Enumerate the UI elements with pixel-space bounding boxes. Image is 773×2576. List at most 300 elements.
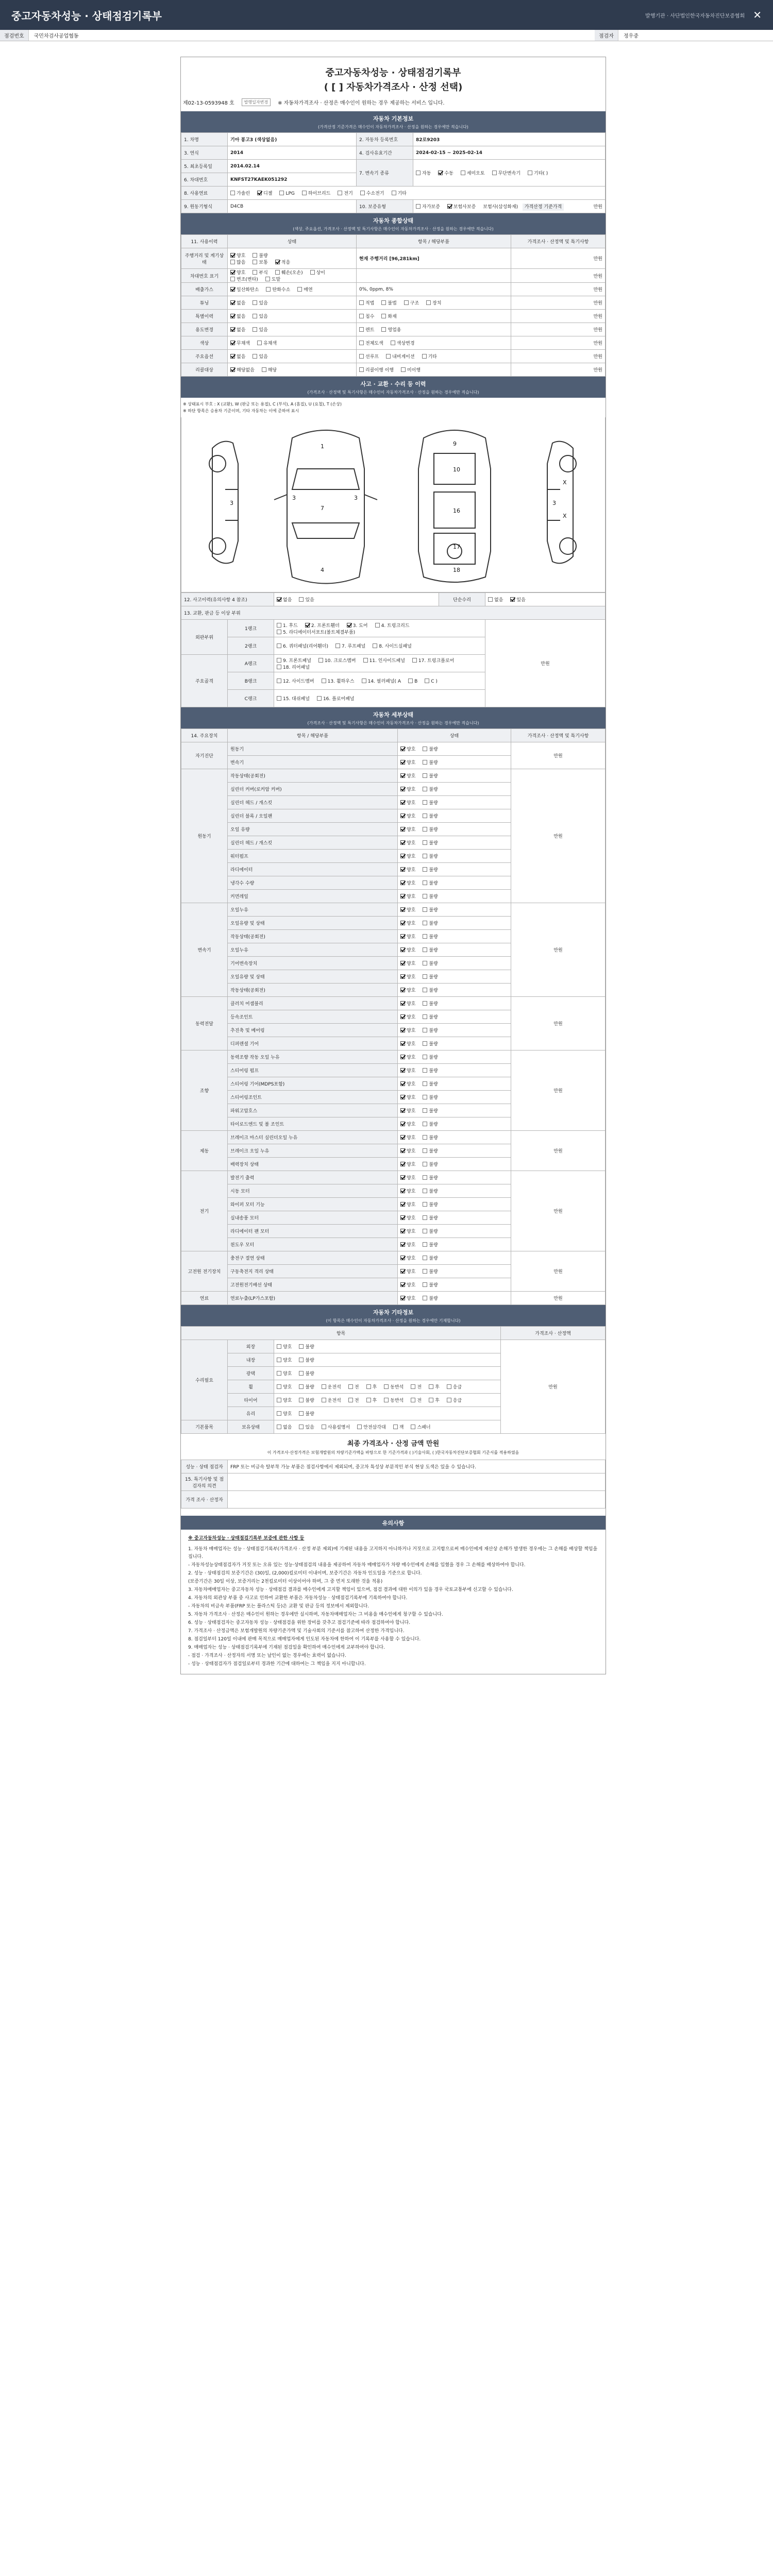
device-status-option[interactable]: 양호 — [400, 1149, 415, 1154]
item-option[interactable]: 영업용 — [381, 328, 401, 333]
device-group: 동력전달 — [181, 997, 228, 1050]
device-status-option[interactable]: 불량 — [423, 1189, 438, 1194]
doc-tag[interactable]: 발행일자변경 — [242, 98, 271, 106]
item-option[interactable]: 렌트 — [359, 328, 374, 333]
field-label: 2. 자동차 등록번호 — [357, 133, 413, 146]
status-option[interactable]: 있음 — [253, 328, 267, 333]
part-group: 주요골격 — [181, 655, 228, 707]
device-status-option[interactable]: 양호 — [400, 1109, 415, 1114]
checkbox-icon — [423, 867, 427, 872]
checkbox-icon — [257, 191, 262, 195]
status-option[interactable]: 매연 — [297, 287, 312, 293]
engine-value: D4CB — [228, 200, 357, 213]
device-status-option[interactable]: 양호 — [400, 1189, 415, 1194]
checkbox-icon — [277, 1358, 281, 1362]
device-status-option[interactable]: 양호 — [400, 975, 415, 980]
device-status-option[interactable]: 불량 — [423, 908, 438, 913]
device-item: 구동축전지 격리 상태 — [228, 1265, 398, 1278]
checkbox-icon — [277, 630, 281, 634]
device-status-option[interactable]: 불량 — [423, 1095, 438, 1100]
rank-items — [274, 690, 485, 707]
device-status-option[interactable]: 불량 — [423, 1256, 438, 1261]
device-status-option[interactable]: 양호 — [400, 760, 415, 766]
device-status-option[interactable]: 양호 — [400, 1042, 415, 1047]
item-option[interactable]: 리콜이행 이행 — [359, 368, 394, 373]
part-option[interactable]: 3. 도어 — [347, 623, 368, 629]
status-options — [228, 350, 357, 363]
device-status-option[interactable]: 양호 — [400, 1162, 415, 1167]
other-option[interactable]: 운전석 — [322, 1398, 341, 1403]
fuel-options — [228, 187, 606, 200]
device-status-option[interactable]: 불량 — [423, 1283, 438, 1288]
other-option[interactable]: 있음 — [299, 1425, 314, 1430]
other-option[interactable]: 동반석 — [384, 1398, 404, 1403]
fuel-option[interactable]: 기타 — [392, 191, 407, 196]
other-option[interactable]: 전 — [411, 1398, 422, 1403]
other-option[interactable]: 전 — [411, 1385, 422, 1390]
other-item: 유리 — [228, 1407, 274, 1420]
device-status-option[interactable]: 불량 — [423, 1082, 438, 1087]
device-status-option[interactable]: 불량 — [423, 747, 438, 752]
device-status — [398, 917, 511, 930]
item-option[interactable]: 기타 — [422, 354, 437, 360]
fuel-option[interactable]: 가솔린 — [230, 191, 250, 196]
notes-heading: ※ 중고자동차성능 · 상태점검기록부 보증에 관한 사항 등 — [188, 1536, 305, 1541]
section-title: 사고 · 교환 · 수리 등 이력 — [360, 381, 426, 387]
warranty-option[interactable]: 보험사보증 — [447, 205, 476, 210]
other-options — [274, 1353, 501, 1367]
device-status — [398, 1251, 511, 1265]
checkbox-icon — [253, 300, 257, 305]
other-option[interactable]: 후 — [429, 1398, 440, 1403]
checkbox-icon — [277, 679, 281, 683]
checkbox-icon — [423, 921, 427, 925]
part-option[interactable]: 12. 사이드멤버 — [277, 679, 314, 684]
item-option[interactable]: 불법 — [381, 301, 396, 306]
other-option[interactable]: 안전삼각대 — [357, 1425, 385, 1430]
part-label: 17 — [453, 544, 460, 550]
device-status-option[interactable]: 불량 — [423, 961, 438, 967]
device-status-option[interactable]: 불량 — [423, 1149, 438, 1154]
other-option[interactable]: 후 — [366, 1385, 377, 1390]
device-status-option[interactable]: 양호 — [400, 1229, 415, 1234]
item-option[interactable]: 적법 — [359, 301, 374, 306]
status-option[interactable]: 양호 — [230, 253, 245, 259]
part-option[interactable]: 11. 인사이드패널 — [363, 658, 405, 664]
device-status-option[interactable]: 불량 — [423, 988, 438, 993]
final-price-note: 이 가격조사·산정가격은 보험개발원의 차량기준가액을 바탕으로 한 기준가격과 ( )기술사회, ( )한국자동차진단보증협회 기준서를 적용하였음 — [267, 1450, 519, 1455]
other-option[interactable]: 운전석 — [322, 1385, 341, 1390]
info-bar — [0, 30, 773, 41]
other-option[interactable]: 후 — [366, 1398, 377, 1403]
device-status-option[interactable]: 양호 — [400, 908, 415, 913]
accident-option[interactable]: 있음 — [299, 598, 314, 603]
device-status-option[interactable]: 양호 — [400, 1136, 415, 1141]
device-status-option[interactable]: 불량 — [423, 854, 438, 859]
other-option[interactable]: 전 — [348, 1385, 359, 1390]
device-status-option[interactable]: 양호 — [400, 1256, 415, 1261]
checkbox-icon — [423, 814, 427, 818]
part-option[interactable]: B — [408, 679, 417, 684]
gear-option[interactable]: 수동 — [438, 171, 453, 176]
part-option[interactable]: 10. 크로스멤버 — [318, 658, 356, 664]
other-option[interactable]: 불량 — [299, 1345, 314, 1350]
gear-option[interactable]: 무단변속기 — [492, 171, 520, 176]
device-status-option[interactable]: 양호 — [400, 1002, 415, 1007]
gear-option[interactable]: 기타( ) — [528, 171, 548, 176]
gear-option[interactable]: 세미오토 — [461, 171, 485, 176]
other-item: 광택 — [228, 1367, 274, 1380]
item-option[interactable]: 전체도색 — [359, 341, 383, 346]
part-option[interactable]: 9. 프론트패널 — [277, 658, 311, 664]
device-item: 기어변속장치 — [228, 957, 398, 970]
item-option[interactable]: 선루프 — [359, 354, 379, 360]
fuel-option[interactable]: 하이브리드 — [302, 191, 330, 196]
device-status-option[interactable]: 불량 — [423, 1055, 438, 1060]
section-subtitle: (가격산정 기준가격은 매수인이 자동차가격조사 · 산정을 원하는 경우에만 적습니다) — [318, 125, 468, 129]
device-status-option[interactable]: 불량 — [423, 841, 438, 846]
item-option[interactable]: 구조 — [404, 301, 419, 306]
price-cell: 만원 — [511, 363, 606, 377]
device-status-option[interactable]: 불량 — [423, 1296, 438, 1301]
device-status-option[interactable]: 양호 — [400, 881, 415, 886]
device-status-option[interactable]: 불량 — [423, 921, 438, 926]
status-option[interactable]: 해당없음 — [230, 368, 255, 373]
other-option[interactable]: 불량 — [299, 1358, 314, 1363]
checkbox-icon — [381, 327, 386, 332]
note-line: - 점검 · 가격조사 · 산정자의 서명 또는 날인이 없는 경우에는 효력이 없습니다. — [188, 1653, 346, 1658]
status-option[interactable]: 있음 — [253, 354, 267, 360]
device-status-option[interactable]: 양호 — [400, 1176, 415, 1181]
part-option[interactable]: 15. 대쉬패널 — [277, 697, 310, 702]
status-row-label: 주행거리 및 계기상태 — [181, 248, 228, 269]
gear-option[interactable]: 자동 — [416, 171, 431, 176]
device-item: 충전구 절연 상태 — [228, 1251, 398, 1265]
gear-label: 7. 변속기 종류 — [357, 160, 413, 187]
device-status-option[interactable]: 불량 — [423, 1243, 438, 1248]
device-status — [398, 809, 511, 823]
checkbox-icon — [392, 191, 396, 195]
device-status-option[interactable]: 불량 — [423, 827, 438, 833]
device-status-option[interactable]: 양호 — [400, 1283, 415, 1288]
status-option[interactable]: 적음 — [275, 260, 290, 265]
item-option[interactable]: 색상변경 — [391, 341, 415, 346]
checkbox-icon — [447, 1398, 451, 1402]
checkbox-icon — [400, 1242, 405, 1247]
other-option[interactable]: 동반석 — [384, 1385, 404, 1390]
device-status-option[interactable]: 불량 — [423, 1229, 438, 1234]
device-status-option[interactable]: 양호 — [400, 935, 415, 940]
price-unit: 만원 — [593, 205, 602, 210]
checkbox-icon — [400, 1041, 405, 1046]
device-status-option[interactable]: 불량 — [423, 1028, 438, 1033]
checkbox-icon — [400, 961, 405, 965]
checkbox-icon — [347, 623, 351, 628]
checkbox-icon — [423, 907, 427, 912]
other-option[interactable]: 불량 — [299, 1371, 314, 1377]
device-status-option[interactable]: 양호 — [400, 827, 415, 833]
status-option[interactable]: 불량 — [253, 253, 267, 259]
other-option[interactable]: 후 — [429, 1385, 440, 1390]
part-option[interactable]: 18. 리어패널 — [277, 665, 310, 670]
device-status-option[interactable]: 불량 — [423, 1002, 438, 1007]
device-status-option[interactable]: 양호 — [400, 1015, 415, 1020]
simple-repair-option[interactable]: 있음 — [510, 598, 525, 603]
device-status-option[interactable]: 불량 — [423, 801, 438, 806]
device-status-option[interactable]: 불량 — [423, 1109, 438, 1114]
checkbox-icon — [416, 204, 421, 209]
fuel-option[interactable]: 수소전기 — [360, 191, 384, 196]
field-label: 4. 검사유효기간 — [357, 146, 413, 160]
price-cell: 만원 — [511, 1050, 606, 1131]
device-status-option[interactable]: 양호 — [400, 814, 415, 819]
other-option[interactable]: 응급 — [447, 1398, 462, 1403]
part-label: 18 — [453, 567, 460, 573]
other-option[interactable]: 양호 — [277, 1345, 292, 1350]
device-status — [398, 1184, 511, 1198]
detail-status-table — [181, 728, 606, 1305]
device-status-option[interactable]: 불량 — [423, 1202, 438, 1208]
price-examiner-label: 가격 조사 · 산정자 — [181, 1491, 228, 1509]
device-status-option[interactable]: 불량 — [423, 760, 438, 766]
item-option[interactable]: 침수 — [359, 314, 374, 319]
device-status-option[interactable]: 불량 — [423, 1269, 438, 1275]
device-status-option[interactable]: 불량 — [423, 1122, 438, 1127]
section-accident-history — [181, 377, 606, 398]
status-option[interactable]: 있음 — [253, 301, 267, 306]
checkbox-icon — [322, 1425, 326, 1429]
device-status — [398, 1144, 511, 1158]
device-status-option[interactable]: 불량 — [423, 1176, 438, 1181]
checkbox-icon — [488, 597, 493, 602]
other-option[interactable]: 양호 — [277, 1358, 292, 1363]
device-status-option[interactable]: 양호 — [400, 1095, 415, 1100]
device-status-option[interactable]: 양호 — [400, 1243, 415, 1248]
device-item: 타이로드엔드 및 볼 조인트 — [228, 1117, 398, 1131]
device-status-option[interactable]: 불량 — [423, 868, 438, 873]
checkbox-icon — [391, 341, 395, 345]
device-status-option[interactable]: 양호 — [400, 948, 415, 953]
device-item: 실린더 헤드 / 개스킷 — [228, 796, 398, 809]
device-status-option[interactable]: 불량 — [423, 1136, 438, 1141]
device-status-option[interactable]: 양호 — [400, 1082, 415, 1087]
checkbox-icon — [447, 1384, 451, 1389]
checkbox-icon — [423, 961, 427, 965]
device-status-option[interactable]: 불량 — [423, 814, 438, 819]
status-option[interactable]: 훼손(오손) — [275, 270, 303, 276]
status-option[interactable]: 있음 — [253, 314, 267, 319]
other-option[interactable]: 사용설명서 — [322, 1425, 350, 1430]
part-option[interactable]: 8. 사이드실패널 — [373, 644, 412, 649]
device-status-option[interactable]: 양호 — [400, 961, 415, 967]
close-icon[interactable]: ✕ — [753, 9, 762, 21]
device-status-option[interactable]: 불량 — [423, 975, 438, 980]
checkbox-icon — [400, 1108, 405, 1113]
device-status-option[interactable]: 양호 — [400, 787, 415, 792]
status-option[interactable]: 없음 — [230, 314, 245, 319]
device-status-option[interactable]: 불량 — [423, 1042, 438, 1047]
other-item: 타이어 — [228, 1394, 274, 1407]
device-item: 스티어링 기어(MDPS포함) — [228, 1077, 398, 1091]
status-option[interactable]: 부식 — [253, 270, 267, 276]
device-status-option[interactable]: 양호 — [400, 774, 415, 779]
part-label: 10 — [453, 466, 460, 473]
status-option[interactable]: 일산화탄소 — [230, 287, 259, 293]
other-option[interactable]: 양호 — [277, 1385, 292, 1390]
device-status-option[interactable]: 양호 — [400, 1296, 415, 1301]
checkbox-icon — [400, 1269, 405, 1274]
other-option[interactable]: 불량 — [299, 1385, 314, 1390]
car-top-view-icon — [274, 430, 377, 584]
device-status-option[interactable]: 불량 — [423, 948, 438, 953]
device-status-option[interactable]: 양호 — [400, 1122, 415, 1127]
device-status — [398, 1050, 511, 1064]
status-option[interactable]: 없음 — [230, 301, 245, 306]
device-status-option[interactable]: 불량 — [423, 1015, 438, 1020]
fuel-option[interactable]: LPG — [279, 191, 294, 196]
device-item: 브레이크 오일 누유 — [228, 1144, 398, 1158]
checkbox-icon — [400, 1028, 405, 1032]
status-option[interactable]: 변조(변타) — [230, 277, 258, 282]
checkbox-icon — [423, 1081, 427, 1086]
checkbox-icon — [277, 665, 281, 669]
status-option[interactable]: 많음 — [230, 260, 245, 265]
car-right-side-icon — [547, 442, 576, 564]
checkbox-icon — [429, 1398, 433, 1402]
status-option[interactable]: 없음 — [230, 328, 245, 333]
checkbox-icon — [386, 354, 391, 359]
item-option[interactable]: 내비게이션 — [386, 354, 414, 360]
checkbox-icon — [277, 643, 281, 648]
part-label: 3 — [552, 500, 556, 506]
doc-number: 제02-13-0593948 호 — [183, 100, 234, 106]
device-status-option[interactable]: 양호 — [400, 854, 415, 859]
fuel-option[interactable]: 전기 — [338, 191, 352, 196]
checkbox-icon — [277, 1398, 281, 1402]
device-status-option[interactable]: 양호 — [400, 1269, 415, 1275]
device-status-option[interactable]: 양호 — [400, 1202, 415, 1208]
checkbox-icon — [411, 1425, 415, 1429]
other-option[interactable]: 양호 — [277, 1371, 292, 1377]
device-status — [398, 1024, 511, 1037]
device-item: 라디에이터 팬 모터 — [228, 1225, 398, 1238]
status-item — [357, 296, 511, 310]
device-group: 연료 — [181, 1292, 228, 1305]
checkbox-icon — [423, 1269, 427, 1274]
fuel-option[interactable]: 디젤 — [257, 191, 272, 196]
item-option[interactable]: 장치 — [426, 301, 441, 306]
status-option[interactable]: 유채색 — [257, 341, 277, 346]
part-option[interactable]: 6. 쿼터패널(리어휀더) — [277, 644, 328, 649]
checkbox-icon — [373, 643, 377, 648]
simple-repair-option[interactable]: 없음 — [488, 598, 503, 603]
device-status-option[interactable]: 불량 — [423, 787, 438, 792]
checkbox-icon — [359, 341, 364, 345]
device-status-option[interactable]: 불량 — [423, 894, 438, 900]
part-option[interactable]: 17. 트렁크플로어 — [412, 658, 454, 664]
device-status-option[interactable]: 양호 — [400, 801, 415, 806]
other-option[interactable]: 양호 — [277, 1412, 292, 1417]
device-status-option[interactable]: 양호 — [400, 921, 415, 926]
other-option[interactable]: 잭 — [393, 1425, 404, 1430]
part-option[interactable]: 13. 휠하우스 — [322, 679, 355, 684]
other-option[interactable]: 없음 — [277, 1425, 292, 1430]
checkbox-icon — [416, 171, 421, 175]
status-option[interactable]: 탄화수소 — [266, 287, 290, 293]
checkbox-icon — [400, 921, 405, 925]
part-option[interactable]: 7. 루프패널 — [335, 644, 365, 649]
status-item — [357, 336, 511, 350]
other-option[interactable]: 스패너 — [411, 1425, 430, 1430]
item-option[interactable]: 미이행 — [401, 368, 421, 373]
checkbox-icon — [230, 253, 235, 258]
other-info-table — [181, 1326, 606, 1434]
other-option[interactable]: 불량 — [299, 1398, 314, 1403]
device-status-option[interactable]: 양호 — [400, 1069, 415, 1074]
checkbox-icon — [363, 658, 368, 663]
part-option[interactable]: 14. 필러패널( A — [362, 679, 401, 684]
device-status-option[interactable]: 양호 — [400, 1216, 415, 1221]
device-item: 오일 유량 — [228, 823, 398, 836]
checkbox-icon — [423, 840, 427, 845]
part-option[interactable]: C ) — [425, 679, 438, 684]
device-status-option[interactable]: 양호 — [400, 1055, 415, 1060]
accident-option[interactable]: 없음 — [277, 598, 292, 603]
device-status-option[interactable]: 불량 — [423, 881, 438, 886]
warranty-option[interactable]: 자가보증 — [416, 205, 440, 210]
other-option[interactable]: 전 — [348, 1398, 359, 1403]
device-status-option[interactable]: 양호 — [400, 868, 415, 873]
device-item: 윈도우 모터 — [228, 1238, 398, 1251]
status-option[interactable]: 보통 — [253, 260, 267, 265]
device-status-option[interactable]: 불량 — [423, 1069, 438, 1074]
device-status-option[interactable]: 양호 — [400, 894, 415, 900]
device-status-option[interactable]: 불량 — [423, 1162, 438, 1167]
other-option[interactable]: 응급 — [447, 1385, 462, 1390]
part-option[interactable]: 4. 트렁크리드 — [375, 623, 410, 629]
device-status-option[interactable]: 양호 — [400, 988, 415, 993]
part-option[interactable]: 5. 라디에이터서포트(볼트체결부품) — [277, 630, 355, 635]
status-option[interactable]: 무채색 — [230, 341, 250, 346]
part-option[interactable]: 16. 플로어패널 — [317, 697, 355, 702]
part-option[interactable]: 2. 프론트휀더 — [305, 623, 340, 629]
device-item: 실린더 커버(로커암 커버) — [228, 783, 398, 796]
checkbox-icon — [411, 1384, 415, 1389]
device-status-option[interactable]: 양호 — [400, 747, 415, 752]
field-value: 82로9203 — [413, 133, 606, 146]
other-option[interactable]: 불량 — [299, 1412, 314, 1417]
status-option[interactable]: 양호 — [230, 270, 245, 276]
status-option[interactable]: 없음 — [230, 354, 245, 360]
device-status-option[interactable]: 불량 — [423, 935, 438, 940]
device-status-option[interactable]: 불량 — [423, 774, 438, 779]
checkbox-icon — [423, 1135, 427, 1140]
rank-items — [274, 637, 485, 655]
status-option[interactable]: 도말 — [265, 277, 280, 282]
part-label: 7 — [321, 505, 324, 512]
checkbox-icon — [359, 354, 364, 359]
device-status-option[interactable]: 양호 — [400, 841, 415, 846]
price-cell: 만원 — [511, 248, 606, 269]
device-status-option[interactable]: 양호 — [400, 1028, 415, 1033]
status-option[interactable]: 상이 — [310, 270, 325, 276]
status-option[interactable]: 해당 — [262, 368, 277, 373]
device-status-option[interactable]: 불량 — [423, 1216, 438, 1221]
item-option[interactable]: 화재 — [381, 314, 396, 319]
other-option[interactable]: 양호 — [277, 1398, 292, 1403]
device-status — [398, 1131, 511, 1144]
part-option[interactable]: 1. 후드 — [277, 623, 298, 629]
